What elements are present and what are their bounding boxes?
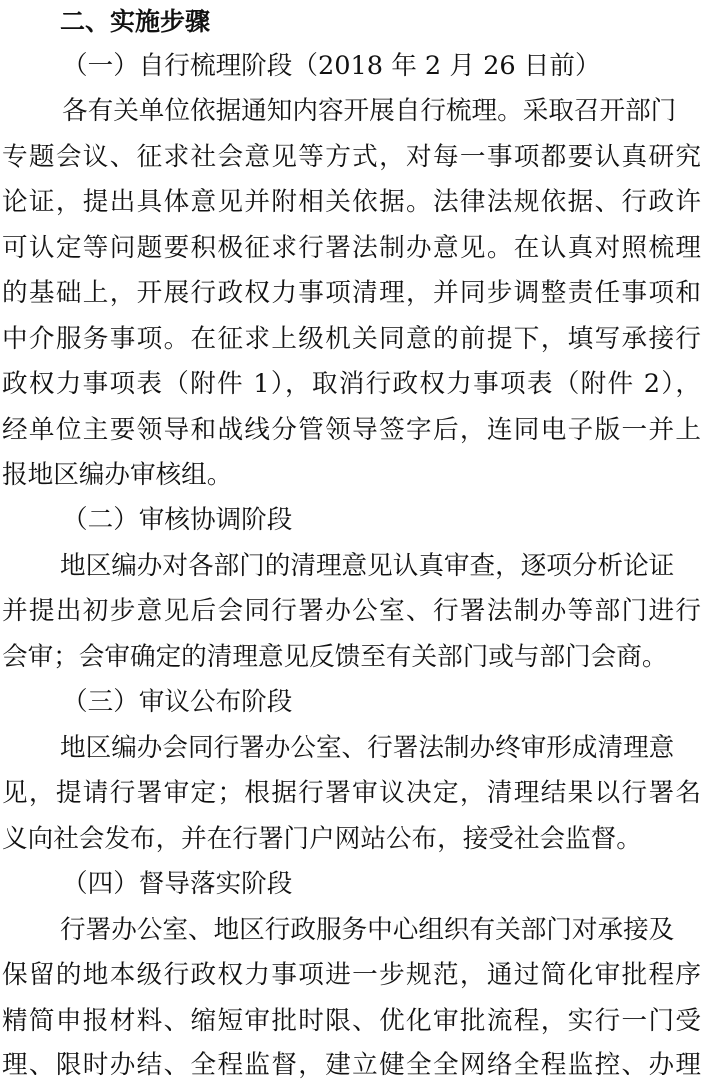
stage3-line-3: 义向社会发布，并在行署门户网站公布，接受社会监督。 (2, 824, 642, 854)
stage1-line-9: 报地区编办审核组。 (2, 460, 233, 490)
stage1-line-5: 的基础上，开展行政权力事项清理，并同步调整责任事项和 (2, 278, 701, 308)
stage1-line-4: 可认定等问题要积极征求行署法制办意见。在认真对照梳理 (2, 233, 701, 263)
stage1-line-2: 专题会议、征求社会意见等方式，对每一事项都要认真研究 (2, 142, 701, 172)
stage3-heading: （三）审议公布阶段 (62, 687, 293, 717)
stage1-line-8: 经单位主要领导和战线分管领导签字后，连同电子版一并上 (2, 415, 701, 445)
stage1-line-6: 中介服务事项。在征求上级机关同意的前提下，填写承接行 (2, 324, 701, 354)
stage4-line-4: 理、限时办结、全程监督，建立健全全网络全程监控、办理 (2, 1050, 701, 1080)
section-heading: 二、实施步骤 (60, 7, 211, 36)
stage3-line-2: 见，提请行署审定；根据行署审议决定，清理结果以行署名 (2, 778, 701, 808)
stage2-heading: （二）审核协调阶段 (62, 505, 293, 535)
stage4-heading: （四）督导落实阶段 (62, 869, 293, 899)
stage2-line-1: 地区编办对各部门的清理意见认真审查，逐项分析论证 (60, 551, 675, 581)
stage1-line-7: 政权力事项表（附件 1），取消行政权力事项表（附件 2）， (2, 369, 701, 399)
stage1-line-3: 论证，提出具体意见并附相关依据。法律法规依据、行政许 (2, 187, 701, 217)
stage1-heading: （一）自行梳理阶段（2018 年 2 月 26 日前） (62, 51, 601, 81)
stage4-line-1: 行署办公室、地区行政服务中心组织有关部门对承接及 (60, 915, 675, 945)
stage1-line-1: 各有关单位依据通知内容开展自行梳理。采取召开部门 (62, 96, 677, 126)
stage2-line-2: 并提出初步意见后会同行署办公室、行署法制办等部门进行 (2, 596, 701, 626)
stage2-line-3: 会审；会审确定的清理意见反馈至有关部门或与部门会商。 (2, 642, 668, 672)
stage4-line-2: 保留的地本级行政权力事项进一步规范，通过简化审批程序 (2, 960, 701, 990)
stage4-line-3: 精简申报材料、缩短审批时限、优化审批流程，实行一门受 (2, 1006, 701, 1036)
stage3-line-1: 地区编办会同行署办公室、行署法制办终审形成清理意 (60, 733, 675, 763)
